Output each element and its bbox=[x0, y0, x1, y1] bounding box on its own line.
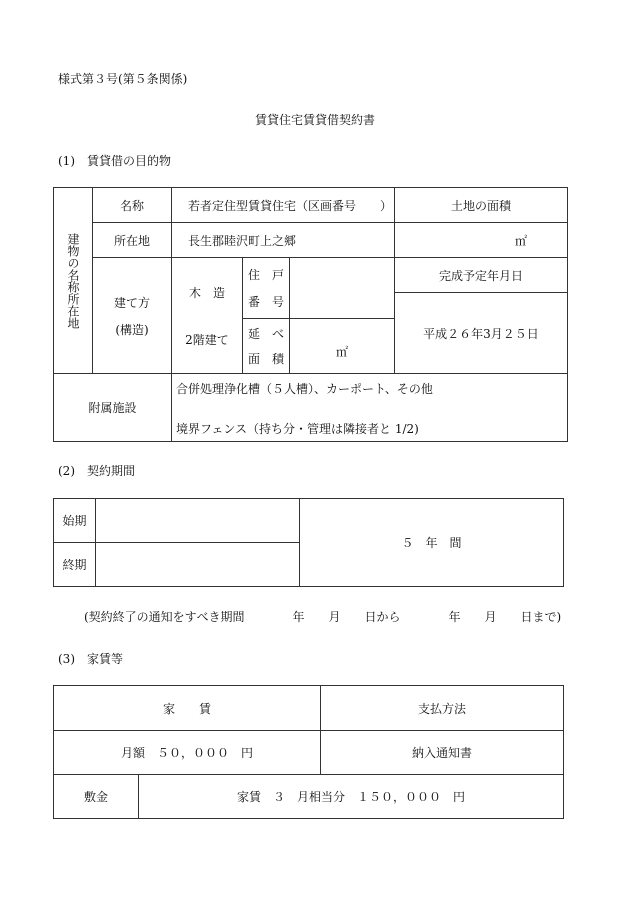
facility-line2: 境界フェンス（持ち分・管理は隣接者と 1/2) bbox=[176, 422, 419, 436]
section3-heading: (3) 家賃等 bbox=[58, 652, 123, 666]
location-label: 所在地 bbox=[92, 222, 172, 258]
house-number-value bbox=[289, 257, 395, 319]
house-number-label-1: 住 戸 bbox=[247, 268, 284, 282]
start-value[interactable] bbox=[95, 498, 300, 543]
document-title: 賃貸住宅賃貸借契約書 bbox=[255, 113, 376, 127]
material: 木 造 bbox=[188, 285, 225, 300]
land-area-value: ㎡ bbox=[394, 222, 568, 258]
facility-label: 附属施設 bbox=[53, 373, 172, 442]
floor-area-label-1: 延 べ bbox=[247, 327, 284, 341]
name-label: 名称 bbox=[92, 187, 172, 223]
payment-value: 納入通知書 bbox=[320, 730, 564, 775]
facility-line1: 合併処理浄化槽（５人槽）、カーポート、その他 bbox=[176, 382, 433, 396]
land-area-label: 土地の面積 bbox=[394, 187, 568, 223]
location-value: 長生郡睦沢町上之郷 bbox=[171, 222, 395, 258]
side-label: 建物の名称所在地 bbox=[66, 232, 80, 329]
floor-area-label-2: 面 積 bbox=[247, 352, 284, 366]
stories: 2階建て bbox=[185, 332, 229, 347]
section2-heading: (2) 契約期間 bbox=[58, 464, 135, 478]
deposit-value: 家賃 ３ 月相当分 １５０，０００ 円 bbox=[138, 774, 564, 819]
house-number-label-2: 番 号 bbox=[247, 295, 284, 309]
end-label: 終期 bbox=[53, 542, 96, 587]
floor-area-value: ㎡ bbox=[289, 318, 395, 374]
section1-heading: (1) 賃貸借の目的物 bbox=[58, 154, 171, 168]
completion-value: 平成２６年3月２５日 bbox=[394, 292, 568, 374]
notice-period: (契約終了の通知をすべき期間 年 月 日から 年 月 日まで) bbox=[84, 610, 562, 624]
form-number: 様式第３号(第５条関係) bbox=[58, 72, 188, 86]
structure-label: 建て方 bbox=[113, 295, 150, 310]
payment-label: 支払方法 bbox=[320, 685, 564, 731]
completion-label: 完成予定年月日 bbox=[394, 257, 568, 293]
name-value: 若者定住型賃貸住宅（区画番号 ） bbox=[171, 187, 395, 223]
deposit-label: 敷金 bbox=[53, 774, 139, 819]
structure-sub: (構造) bbox=[115, 322, 149, 337]
rent-label: 家 賃 bbox=[53, 685, 321, 731]
end-value[interactable] bbox=[95, 542, 300, 587]
start-label: 始期 bbox=[53, 498, 96, 543]
rent-value: 月額 ５０，０００ 円 bbox=[53, 730, 321, 775]
duration: ５ 年 間 bbox=[299, 498, 564, 587]
